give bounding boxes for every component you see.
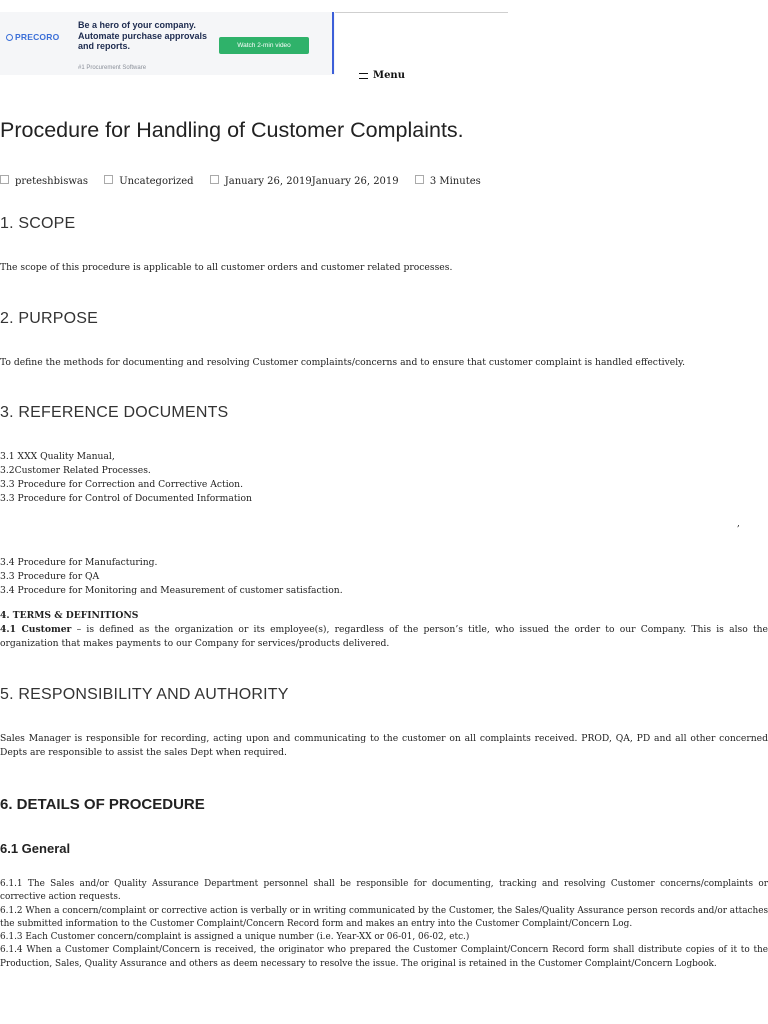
list-item: 6.1.2 When a concern/complaint or corrective action is verbally or in writing communicated by the Customer, the Sales/Quality Assurance person records and/or attaches the submitted information to the Customer Complaint/Concern Record form and makes an entry into the Customer Complaint/Concern Log.	[0, 905, 768, 929]
meta-date[interactable]	[210, 175, 399, 187]
ad-logo-text: PRECORO	[15, 32, 60, 42]
reference-heading: 3. REFERENCE DOCUMENTS	[0, 404, 229, 421]
meta-read-time	[415, 175, 481, 187]
author-link[interactable]: preteshbiswas	[15, 176, 88, 187]
terms-heading: 4. TERMS & DEFINITIONS	[0, 610, 139, 621]
list-item: 3.4 Procedure for Monitoring and Measurement of customer satisfaction.	[0, 585, 343, 596]
read-time: 3 Minutes	[429, 176, 481, 187]
customer-term: 4.1 Customer	[0, 624, 72, 635]
list-item: 3.2Customer Related Processes.	[0, 465, 151, 476]
menu-toggle[interactable]	[359, 70, 405, 82]
list-item: 3.3 Procedure for Control of Documented Information	[0, 493, 252, 504]
responsibility-heading: 5. RESPONSIBILITY AND AUTHORITY	[0, 686, 289, 703]
post-meta	[0, 175, 494, 187]
stray-mark: ,	[737, 519, 740, 529]
purpose-heading: 2. PURPOSE	[0, 310, 99, 327]
watch-video-button[interactable]: Watch 2-min video	[219, 37, 309, 54]
folder-icon	[104, 175, 113, 184]
meta-category[interactable]	[104, 175, 193, 187]
list-item: 3.1 XXX Quality Manual,	[0, 451, 115, 462]
customer-definition	[0, 623, 768, 651]
hamburger-icon	[359, 73, 368, 79]
purpose-text: To define the methods for documenting and resolving Customer complaints/concerns and to ensure that customer complaint is handled effectively.	[0, 357, 686, 368]
ad-logo	[6, 32, 59, 42]
meta-author[interactable]	[0, 175, 88, 187]
precoro-logo-icon	[6, 34, 13, 41]
menu-label: Menu	[373, 70, 405, 81]
details-heading: 6. DETAILS OF PROCEDURE	[0, 796, 205, 813]
header-divider	[335, 12, 508, 13]
user-icon	[0, 175, 9, 184]
header-accent-bar	[332, 12, 334, 74]
list-item: 3.3 Procedure for QA	[0, 571, 100, 582]
date-link[interactable]: January 26, 2019January 26, 2019	[224, 176, 399, 187]
scope-text: The scope of this procedure is applicable to all customer orders and customer related processes.	[0, 262, 453, 273]
reference-list	[0, 450, 768, 506]
list-item: 3.3 Procedure for Correction and Corrective Action.	[0, 479, 244, 490]
ad-headline: Be a hero of your company. Automate purchase approvals and reports.	[78, 20, 208, 51]
clock-icon	[415, 175, 424, 184]
calendar-icon	[210, 175, 219, 184]
list-item: 3.4 Procedure for Manufacturing.	[0, 557, 158, 568]
scope-heading: 1. SCOPE	[0, 215, 76, 232]
general-heading: 6.1 General	[0, 841, 71, 856]
list-item: 6.1.1 The Sales and/or Quality Assurance Department personnel shall be responsible for documenting, tracking and resolving Customer concerns/complaints or corrective action requests.	[0, 879, 768, 903]
list-item: 6.1.4 When a Customer Complaint/Concern is received, the originator who prepared the Customer Complaint/Concern Record form shall distribute copies of it to the Production, Sales, Quality Assurance and others as deem necessary to resolve the issue. The original is retained in the Customer Complaint/Concern Logbook.	[0, 945, 768, 969]
list-item: 6.1.3 Each Customer concern/complaint is assigned a unique number (i.e. Year-XX or 06-01, 06-02, etc.)	[0, 932, 470, 943]
ad-banner[interactable]	[0, 12, 335, 75]
page-title: Procedure for Handling of Customer Complaints.	[0, 118, 464, 142]
responsibility-text: Sales Manager is responsible for recording, acting upon and communicating to the customer on all complaints received. PROD, QA, PD and all other concerned Depts are responsible to assist the sales Dept when required.	[0, 733, 768, 758]
ad-subtext: #1 Procurement Software	[78, 65, 147, 71]
category-link[interactable]: Uncategorized	[119, 176, 194, 187]
reference-list-2	[0, 556, 768, 598]
customer-def-text: – is defined as the organization or its employee(s), regardless of the person’s title, who issued the order to our Company. This is also the organization that makes payments to our Company for services/products delivered.	[0, 624, 768, 649]
general-list	[0, 878, 768, 971]
